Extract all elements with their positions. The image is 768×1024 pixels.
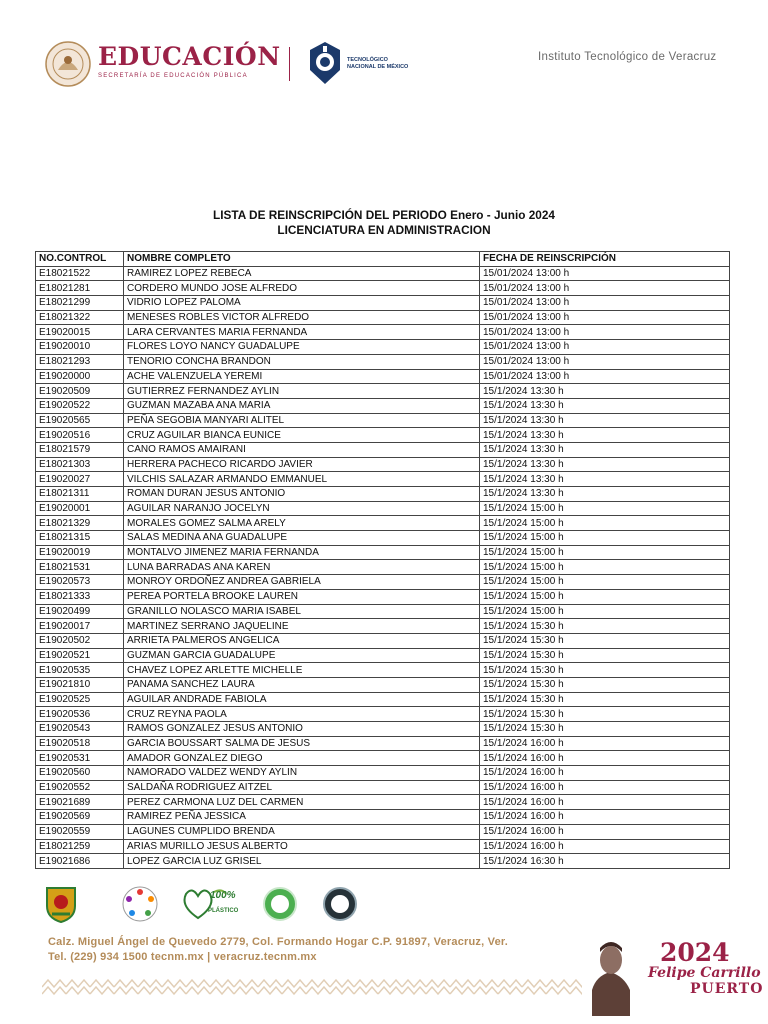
- table-row: [36, 545, 730, 560]
- cell-reenrollment-date: 15/1/2024 13:30 h: [480, 472, 730, 487]
- cell-full-name: NAMORADO VALDEZ WENDY AYLIN: [124, 766, 480, 781]
- cell-full-name: SALAS MEDINA ANA GUADALUPE: [124, 531, 480, 546]
- iso-14001-badge-icon: [262, 886, 298, 922]
- table-row: [36, 648, 730, 663]
- table-row: [36, 457, 730, 472]
- table-row: [36, 266, 730, 281]
- cell-full-name: FLORES LOYO NANCY GUADALUPE: [124, 340, 480, 355]
- cell-full-name: CORDERO MUNDO JOSE ALFREDO: [124, 281, 480, 296]
- cell-control-number: E19020499: [36, 604, 124, 619]
- table-row: [36, 692, 730, 707]
- cell-full-name: GUZMAN GARCIA GUADALUPE: [124, 648, 480, 663]
- cell-control-number: E19021810: [36, 677, 124, 692]
- cell-control-number: E19020015: [36, 325, 124, 340]
- cell-full-name: HERRERA PACHECO RICARDO JAVIER: [124, 457, 480, 472]
- cell-full-name: RAMIREZ PEÑA JESSICA: [124, 810, 480, 825]
- table-row: [36, 340, 730, 355]
- cell-control-number: E19020521: [36, 648, 124, 663]
- cell-full-name: AGUILAR ANDRADE FABIOLA: [124, 692, 480, 707]
- cell-control-number: E19020565: [36, 413, 124, 428]
- cell-reenrollment-date: 15/1/2024 16:00 h: [480, 780, 730, 795]
- cell-full-name: MARTINEZ SERRANO JAQUELINE: [124, 619, 480, 634]
- cell-reenrollment-date: 15/1/2024 15:30 h: [480, 619, 730, 634]
- inclusion-emblem-icon: [120, 884, 160, 924]
- cell-control-number: E18021311: [36, 487, 124, 502]
- header-divider: [289, 47, 290, 81]
- cell-reenrollment-date: 15/1/2024 15:30 h: [480, 707, 730, 722]
- cell-full-name: MONROY ORDOÑEZ ANDREA GABRIELA: [124, 575, 480, 590]
- table-row: [36, 589, 730, 604]
- table-body: [36, 266, 730, 868]
- cell-control-number: E19020522: [36, 398, 124, 413]
- year-name-first: Felipe Carrillo: [648, 965, 761, 981]
- table-row: [36, 780, 730, 795]
- tecnm-line1: TECNOLÓGICO: [347, 57, 388, 63]
- cell-reenrollment-date: 15/1/2024 15:30 h: [480, 648, 730, 663]
- cell-control-number: E19020000: [36, 369, 124, 384]
- table-row: [36, 766, 730, 781]
- page-header: [0, 0, 768, 110]
- table-row: [36, 310, 730, 325]
- cell-full-name: LOPEZ GARCIA LUZ GRISEL: [124, 854, 480, 869]
- cell-control-number: E19020552: [36, 780, 124, 795]
- header-reenrollment-date: FECHA DE REINSCRIPCIÓN: [480, 252, 730, 267]
- cell-control-number: E18021322: [36, 310, 124, 325]
- cell-control-number: E19020569: [36, 810, 124, 825]
- cell-control-number: E18021315: [36, 531, 124, 546]
- table-row: [36, 296, 730, 311]
- cell-control-number: E19020536: [36, 707, 124, 722]
- cell-reenrollment-date: 15/1/2024 16:00 h: [480, 751, 730, 766]
- cell-reenrollment-date: 15/1/2024 15:30 h: [480, 663, 730, 678]
- table-row: [36, 501, 730, 516]
- cell-full-name: CRUZ REYNA PAOLA: [124, 707, 480, 722]
- table-row: [36, 442, 730, 457]
- cell-full-name: MENESES ROBLES VICTOR ALFREDO: [124, 310, 480, 325]
- cell-full-name: PEREZ CARMONA LUZ DEL CARMEN: [124, 795, 480, 810]
- year-name-last: PUERTO: [690, 981, 764, 997]
- table-row: [36, 751, 730, 766]
- tecnm-line2: NACIONAL DE MÉXICO: [347, 64, 409, 70]
- table-row: [36, 384, 730, 399]
- cell-control-number: E19020543: [36, 722, 124, 737]
- header-full-name: NOMBRE COMPLETO: [124, 252, 480, 267]
- cell-control-number: E19020535: [36, 663, 124, 678]
- cell-reenrollment-date: 15/1/2024 15:30 h: [480, 692, 730, 707]
- education-title: EDUCACIÓN: [98, 42, 281, 71]
- cell-control-number: E19020516: [36, 428, 124, 443]
- cell-full-name: CRUZ AGUILAR BIANCA EUNICE: [124, 428, 480, 443]
- cell-reenrollment-date: 15/01/2024 13:00 h: [480, 340, 730, 355]
- cell-control-number: E19021686: [36, 854, 124, 869]
- cell-reenrollment-date: 15/01/2024 13:00 h: [480, 354, 730, 369]
- cell-full-name: LARA CERVANTES MARIA FERNANDA: [124, 325, 480, 340]
- cell-control-number: E18021299: [36, 296, 124, 311]
- cell-full-name: SALDAÑA RODRIGUEZ AITZEL: [124, 780, 480, 795]
- cell-full-name: PANAMA SANCHEZ LAURA: [124, 677, 480, 692]
- cell-full-name: GUZMAN MAZABA ANA MARIA: [124, 398, 480, 413]
- table-row: [36, 604, 730, 619]
- reenrollment-table: [35, 251, 730, 869]
- plastic-badge-percent: 100%: [210, 890, 236, 901]
- cell-full-name: PEREA PORTELA BROOKE LAUREN: [124, 589, 480, 604]
- cell-full-name: ACHE VALENZUELA YEREMI: [124, 369, 480, 384]
- cell-full-name: GARCIA BOUSSART SALMA DE JESUS: [124, 736, 480, 751]
- cell-control-number: E19020010: [36, 340, 124, 355]
- cell-reenrollment-date: 15/1/2024 16:00 h: [480, 736, 730, 751]
- cell-control-number: E18021293: [36, 354, 124, 369]
- cell-full-name: VILCHIS SALAZAR ARMANDO EMMANUEL: [124, 472, 480, 487]
- cell-full-name: VIDRIO LOPEZ PALOMA: [124, 296, 480, 311]
- cell-reenrollment-date: 15/1/2024 15:00 h: [480, 531, 730, 546]
- cell-full-name: LAGUNES CUMPLIDO BRENDA: [124, 824, 480, 839]
- cell-reenrollment-date: 15/01/2024 13:00 h: [480, 281, 730, 296]
- cell-control-number: E19020559: [36, 824, 124, 839]
- footer-contact: Tel. (229) 934 1500 tecnm.mx | veracruz.tecnm.mx: [48, 951, 317, 963]
- cell-control-number: E18021531: [36, 560, 124, 575]
- cell-reenrollment-date: 15/1/2024 15:00 h: [480, 545, 730, 560]
- table-row: [36, 516, 730, 531]
- table-row: [36, 824, 730, 839]
- cell-reenrollment-date: 15/1/2024 13:30 h: [480, 457, 730, 472]
- cell-reenrollment-date: 15/01/2024 13:00 h: [480, 325, 730, 340]
- cell-control-number: E19020019: [36, 545, 124, 560]
- table-row: [36, 810, 730, 825]
- cell-full-name: RAMIREZ LOPEZ REBECA: [124, 266, 480, 281]
- cell-reenrollment-date: 15/1/2024 16:00 h: [480, 839, 730, 854]
- table-row: [36, 398, 730, 413]
- cell-control-number: E19020560: [36, 766, 124, 781]
- cell-reenrollment-date: 15/1/2024 16:30 h: [480, 854, 730, 869]
- footer-logos: [40, 880, 380, 930]
- cell-full-name: AMADOR GONZALEZ DIEGO: [124, 751, 480, 766]
- education-subtitle: SECRETARÍA DE EDUCACIÓN PÚBLICA: [98, 73, 248, 79]
- iso-9001-badge-icon: [322, 886, 358, 922]
- cell-control-number: E18021281: [36, 281, 124, 296]
- cell-control-number: E19020525: [36, 692, 124, 707]
- cell-reenrollment-date: 15/01/2024 13:00 h: [480, 369, 730, 384]
- year-number: 2024: [660, 938, 730, 967]
- table-row: [36, 560, 730, 575]
- decorative-pattern-icon: [42, 976, 582, 998]
- table-row: [36, 677, 730, 692]
- table-row: [36, 707, 730, 722]
- cell-reenrollment-date: 15/01/2024 13:00 h: [480, 310, 730, 325]
- table-row: [36, 472, 730, 487]
- cell-full-name: GRANILLO NOLASCO MARIA ISABEL: [124, 604, 480, 619]
- cell-full-name: LUNA BARRADAS ANA KAREN: [124, 560, 480, 575]
- table-row: [36, 413, 730, 428]
- cell-reenrollment-date: 15/1/2024 15:00 h: [480, 560, 730, 575]
- cell-reenrollment-date: 15/1/2024 16:00 h: [480, 810, 730, 825]
- cell-reenrollment-date: 15/1/2024 16:00 h: [480, 824, 730, 839]
- cell-control-number: E18021259: [36, 839, 124, 854]
- table-row: [36, 854, 730, 869]
- table-row: [36, 325, 730, 340]
- cell-full-name: CANO RAMOS AMAIRANI: [124, 442, 480, 457]
- table-row: [36, 487, 730, 502]
- cell-full-name: TENORIO CONCHA BRANDON: [124, 354, 480, 369]
- cell-reenrollment-date: 15/1/2024 15:00 h: [480, 589, 730, 604]
- cell-reenrollment-date: 15/1/2024 15:00 h: [480, 516, 730, 531]
- cell-full-name: AGUILAR NARANJO JOCELYN: [124, 501, 480, 516]
- table-row: [36, 428, 730, 443]
- table-row: [36, 619, 730, 634]
- cell-full-name: GUTIERREZ FERNANDEZ AYLIN: [124, 384, 480, 399]
- cell-control-number: E19020017: [36, 619, 124, 634]
- program-title: LICENCIATURA EN ADMINISTRACION: [277, 223, 491, 237]
- cell-reenrollment-date: 15/1/2024 13:30 h: [480, 413, 730, 428]
- cell-control-number: E19020027: [36, 472, 124, 487]
- table-row: [36, 722, 730, 737]
- table-row: [36, 663, 730, 678]
- cell-full-name: PEÑA SEGOBIA MANYARI ALITEL: [124, 413, 480, 428]
- cell-full-name: RAMOS GONZALEZ JESUS ANTONIO: [124, 722, 480, 737]
- table-row: [36, 839, 730, 854]
- table-row: [36, 369, 730, 384]
- cell-control-number: E19020001: [36, 501, 124, 516]
- cell-control-number: E19020518: [36, 736, 124, 751]
- table-row: [36, 281, 730, 296]
- footer-address: Calz. Miguel Ángel de Quevedo 2779, Col. Formando Hogar C.P. 91897, Veracruz, Ver.: [48, 936, 509, 948]
- tecnm-logo-icon: [307, 40, 343, 86]
- cell-reenrollment-date: 15/1/2024 13:30 h: [480, 442, 730, 457]
- cell-reenrollment-date: 15/01/2024 13:00 h: [480, 266, 730, 281]
- cell-full-name: ROMAN DURAN JESUS ANTONIO: [124, 487, 480, 502]
- cell-reenrollment-date: 15/1/2024 13:30 h: [480, 398, 730, 413]
- list-title: LISTA DE REINSCRIPCIÓN DEL PERIODO Enero - Junio 2024: [213, 208, 555, 222]
- cell-control-number: E19020531: [36, 751, 124, 766]
- cell-reenrollment-date: 15/1/2024 16:00 h: [480, 795, 730, 810]
- cell-reenrollment-date: 15/1/2024 15:30 h: [480, 633, 730, 648]
- cell-reenrollment-date: 15/1/2024 13:30 h: [480, 384, 730, 399]
- cell-control-number: E19020509: [36, 384, 124, 399]
- table-row: [36, 736, 730, 751]
- table-row: [36, 633, 730, 648]
- cell-control-number: E19020573: [36, 575, 124, 590]
- cell-reenrollment-date: 15/1/2024 13:30 h: [480, 428, 730, 443]
- plastic-badge-label: PLÁSTICO: [208, 908, 239, 914]
- cell-control-number: E19020502: [36, 633, 124, 648]
- cell-control-number: E18021303: [36, 457, 124, 472]
- cell-control-number: E18021329: [36, 516, 124, 531]
- cell-full-name: ARRIETA PALMEROS ANGELICA: [124, 633, 480, 648]
- institute-shield-icon: [44, 884, 78, 924]
- table-row: [36, 795, 730, 810]
- cell-reenrollment-date: 15/01/2024 13:00 h: [480, 296, 730, 311]
- cell-reenrollment-date: 15/1/2024 15:00 h: [480, 501, 730, 516]
- cell-full-name: MONTALVO JIMENEZ MARIA FERNANDA: [124, 545, 480, 560]
- tecnm-text: [347, 57, 437, 71]
- cell-full-name: MORALES GOMEZ SALMA ARELY: [124, 516, 480, 531]
- header-control-number: NO.CONTROL: [36, 252, 124, 267]
- cell-reenrollment-date: 15/1/2024 15:00 h: [480, 604, 730, 619]
- cell-reenrollment-date: 15/1/2024 15:30 h: [480, 722, 730, 737]
- table-row: [36, 575, 730, 590]
- cell-control-number: E19021689: [36, 795, 124, 810]
- cell-control-number: E18021333: [36, 589, 124, 604]
- table-row: [36, 531, 730, 546]
- sep-seal-icon: [44, 40, 92, 88]
- cell-reenrollment-date: 15/1/2024 13:30 h: [480, 487, 730, 502]
- cell-full-name: ARIAS MURILLO JESUS ALBERTO: [124, 839, 480, 854]
- cell-reenrollment-date: 15/1/2024 15:30 h: [480, 677, 730, 692]
- table-row: [36, 354, 730, 369]
- cell-full-name: CHAVEZ LOPEZ ARLETTE MICHELLE: [124, 663, 480, 678]
- cell-control-number: E18021579: [36, 442, 124, 457]
- table-header-row: [36, 252, 730, 267]
- cell-reenrollment-date: 15/1/2024 16:00 h: [480, 766, 730, 781]
- institute-name: Instituto Tecnológico de Veracruz: [538, 51, 717, 63]
- cell-reenrollment-date: 15/1/2024 15:00 h: [480, 575, 730, 590]
- cell-control-number: E18021522: [36, 266, 124, 281]
